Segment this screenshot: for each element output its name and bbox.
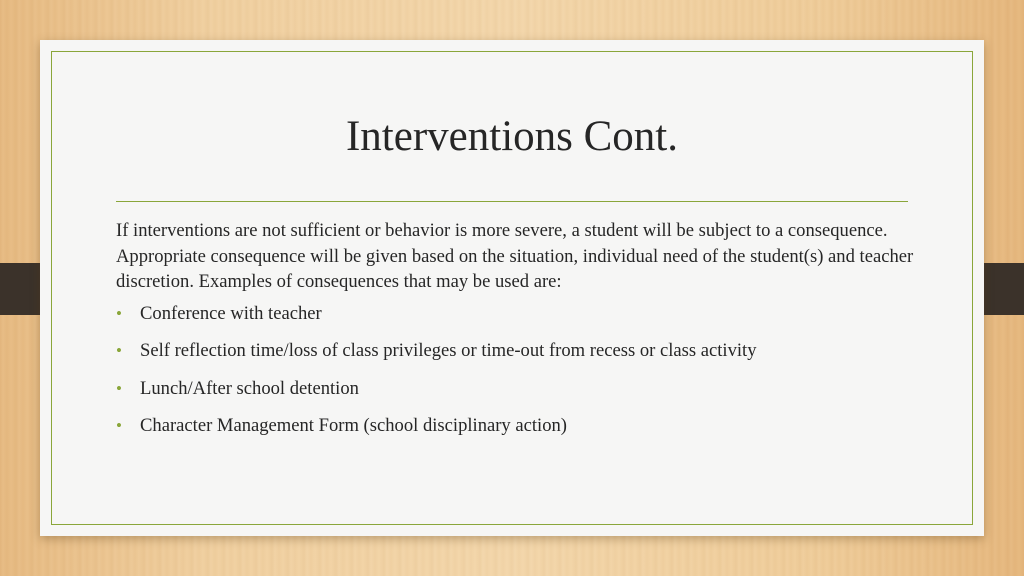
intro-paragraph: If interventions are not sufficient or behavior is more severe, a student will be subject to a consequence. Appropriate consequence will be given based on the situation, individual need of the student(s) and teacher discretion. Examples of consequences that may be used are: (116, 220, 914, 292)
consequence-list (116, 301, 916, 439)
bullet-icon: • (116, 341, 122, 360)
list-item-text: Conference with teacher (140, 302, 322, 324)
list-item-text: Lunch/After school detention (140, 377, 359, 399)
slide-title: Interventions Cont. (345, 113, 678, 160)
list-item (116, 376, 916, 402)
bullet-icon: • (116, 378, 122, 398)
list-item (116, 413, 916, 439)
list-item (116, 338, 916, 364)
list-item-text: Self reflection time/loss of class privileges or time-out from recess or class activity (140, 340, 757, 361)
bullet-icon: • (116, 303, 122, 323)
bullet-icon: • (116, 416, 122, 435)
list-item-text: Character Management Form (school disciplinary action) (140, 415, 568, 436)
title-divider (116, 201, 908, 202)
slide-card (40, 40, 984, 536)
slide-body (116, 218, 916, 451)
list-item (116, 301, 916, 327)
